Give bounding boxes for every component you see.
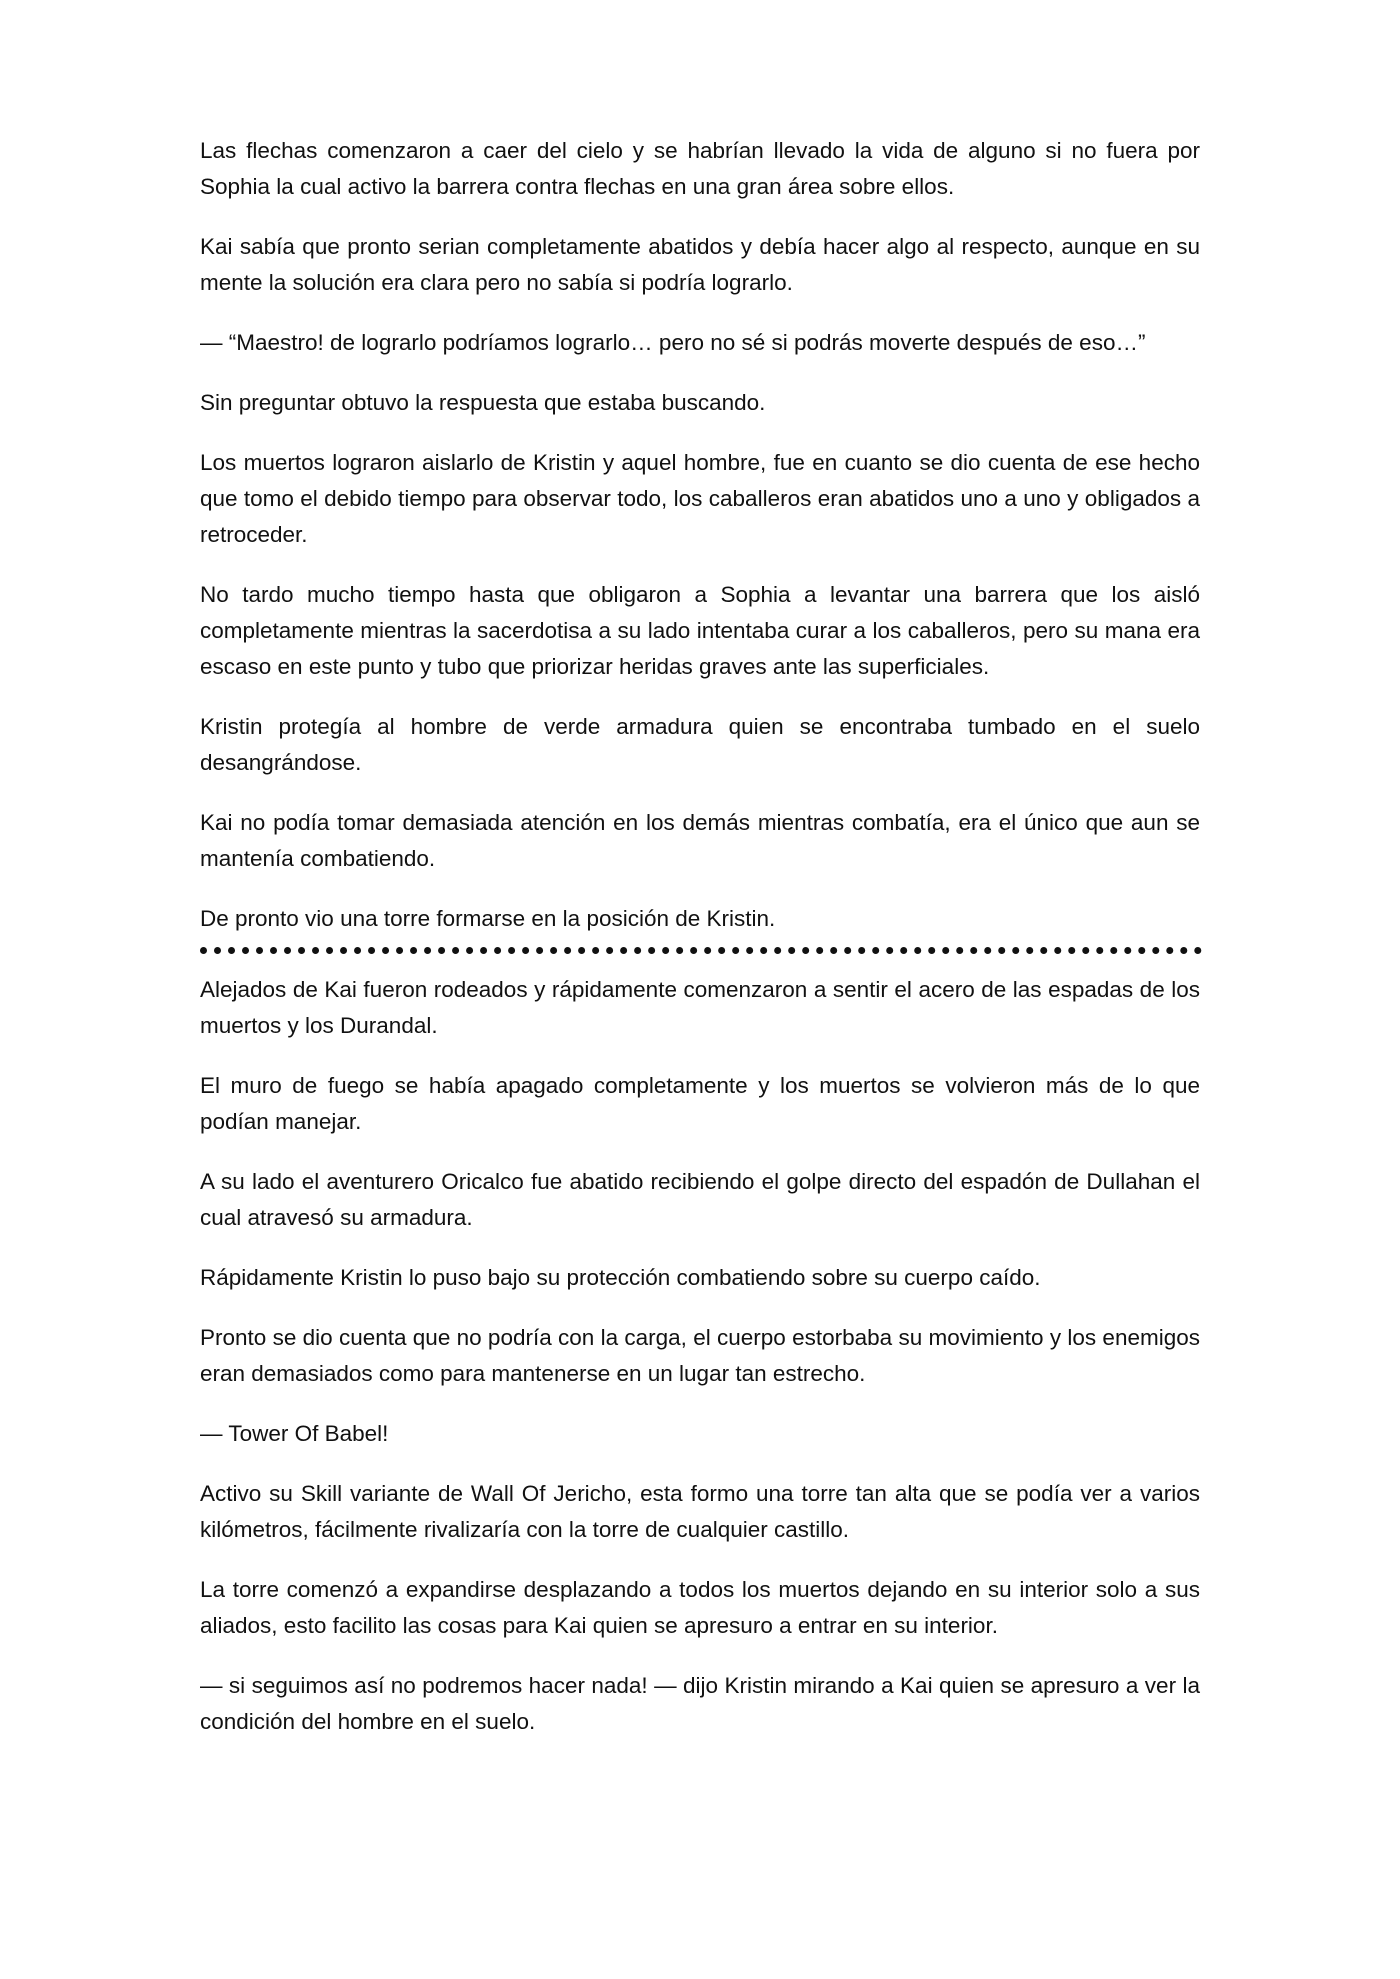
- document-body: [200, 133, 1200, 1764]
- paragraph: Alejados de Kai fueron rodeados y rápidamente comenzaron a sentir el acero de las espadas de los muertos y los Durandal.: [200, 977, 1200, 1038]
- paragraph: Kai sabía que pronto serian completamente abatidos y debía hacer algo al respecto, aunque en su mente la solución era clara pero no sabía si podría lograrlo.: [200, 234, 1200, 295]
- paragraph: Kristin protegía al hombre de verde armadura quien se encontraba tumbado en el suelo desangrándose.: [200, 714, 1200, 775]
- paragraph: Pronto se dio cuenta que no podría con la carga, el cuerpo estorbaba su movimiento y los enemigos eran demasiados como para mantenerse en un lugar tan estrecho.: [200, 1325, 1200, 1386]
- paragraph: A su lado el aventurero Oricalco fue abatido recibiendo el golpe directo del espadón de Dullahan el cual atravesó su armadura.: [200, 1169, 1200, 1230]
- paragraph: El muro de fuego se había apagado completamente y los muertos se volvieron más de lo que podían manejar.: [200, 1073, 1200, 1134]
- paragraph: Sin preguntar obtuvo la respuesta que estaba buscando.: [200, 390, 766, 415]
- paragraph: Los muertos lograron aislarlo de Kristin y aquel hombre, fue en cuanto se dio cuenta de ese hecho que tomo el debido tiempo para observar todo, los caballeros eran abatidos uno a uno y obligados a retroceder.: [200, 450, 1200, 547]
- dialogue-paragraph: — “Maestro! de lograrlo podríamos lograrlo… pero no sé si podrás moverte después de eso…”: [200, 330, 1146, 355]
- paragraph: De pronto vio una torre formarse en la posición de Kristin.: [200, 906, 776, 931]
- paragraph: Rápidamente Kristin lo puso bajo su protección combatiendo sobre su cuerpo caído.: [200, 1265, 1041, 1290]
- paragraph: Kai no podía tomar demasiada atención en los demás mientras combatía, era el único que aun se mantenía combatiendo.: [200, 810, 1200, 871]
- paragraph: No tardo mucho tiempo hasta que obligaron a Sophia a levantar una barrera que los aisló completamente mientras la sacerdotisa a su lado intentaba curar a los caballeros, pero su mana era escaso en este punto y tubo que priorizar heridas graves ante las superficiales.: [200, 582, 1200, 679]
- paragraph: La torre comenzó a expandirse desplazando a todos los muertos dejando en su interior solo a sus aliados, esto facilito las cosas para Kai quien se apresuro a entrar en su interior.: [200, 1577, 1200, 1638]
- dialogue-paragraph: — Tower Of Babel!: [200, 1421, 389, 1446]
- section-divider: [200, 947, 1202, 954]
- paragraph: Activo su Skill variante de Wall Of Jericho, esta formo una torre tan alta que se podía ver a varios kilómetros, fácilmente rivalizaría con la torre de cualquier castillo.: [200, 1481, 1200, 1542]
- paragraph: Las flechas comenzaron a caer del cielo y se habrían llevado la vida de alguno si no fuera por Sophia la cual activo la barrera contra flechas en una gran área sobre ellos.: [200, 138, 1200, 199]
- dialogue-paragraph: — si seguimos así no podremos hacer nada! — dijo Kristin mirando a Kai quien se apresuro a ver la condición del hombre en el suelo.: [200, 1673, 1200, 1734]
